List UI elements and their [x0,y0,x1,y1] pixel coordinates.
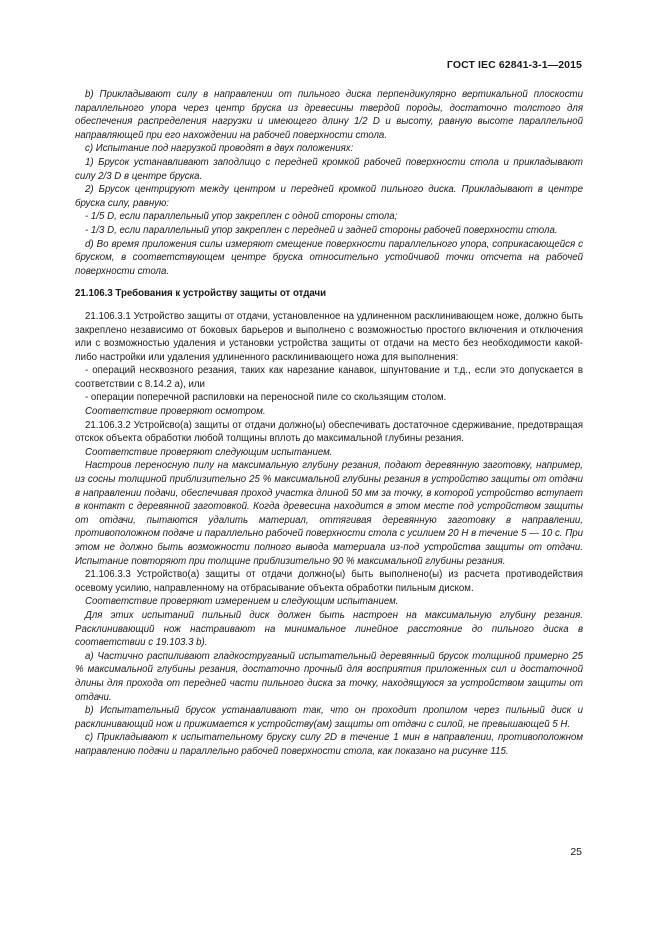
page-number: 25 [570,846,582,858]
document-body [75,88,583,759]
paragraph-s1b: - операции поперечной распиловки на переносной пиле со скользящим столом. [85,392,447,404]
paragraph-s1: 21.106.3.1 Устройство защиты от отдачи, установленное на удлиненном расклинивающем ноже, должно быть закреплено независимо от боковых барьеров и выполнено с возможностью простого включения и отключения или с возможностью удаления и установки устройства защиты от отдачи на место без необходимости какой-либо настройки или удаления удлиненного расклинивающего ножа для выполнения: [75,310,583,363]
paragraph-s1c: Соответствие проверяют осмотром. [85,406,266,418]
paragraph-b1: b) Прикладывают силу в направлении от пильного диска перпендикулярно вертикальной плоскости параллельного упора через центр бруска из древесины твердой породы, достаточно толстого для обеспечения распределения нагрузки и имеющего длину 1/2 D и высоту, равную высоте параллельной направляющей при его нахождении на рабочей поверхности стола. [75,89,583,141]
clause-21-106-2-test-steps [75,88,583,278]
paragraph-c1_2: 2) Брусок центрируют между центром и передней кромкой пильного диска. Прикладывают в центре бруска силу, равную: [75,184,583,209]
paragraph-s3: 21.106.3.3 Устройство(а) защиты от отдачи должно(ы) быть выполнено(ы) из расчета противодействия осевому усилию, направленному на отбрасывание объекта обработки пильным диском. [75,569,583,594]
paragraph-d1: d) Во время приложения силы измеряют смещение поверхности параллельного упора, соприкасающейся с бруском, в соответствующем центре бруска относительно устойчивой точки отсчета на рабочей поверхности стола. [75,238,583,277]
paragraph-s3b: Для этих испытаний пильный диск должен быть настроен на максимальную глубину резания. Расклинивающий нож настраивают на минимальное линейное расстояние до пильного диска в соответствии с 19.103.3 b). [75,609,583,649]
paragraph-s3d: b) Испытательный брусок устанавливают так, что он проходит пропилом через пильный диск и расклинивающий нож и прижимается к устройству(ам) защиты от отдачи с силой, не превышающей 5 Н. [75,705,583,730]
paragraph-c1: c) Испытание под нагрузкой проводят в двух положениях: [85,143,354,155]
paragraph-s3c: a) Частично распиливают гладкоструганый испытательный деревянный брусок толщиной примерно 25 % максимальной глубины резания, достаточно прочный для восприятия приложенных сил и достаточной длины для прохода от передней части пильного диска за точку, находящуюся за устройством защиты от отдачи. [75,650,583,703]
paragraph-c1_1: 1) Брусок устанавливают заподлицо с передней кромкой рабочей поверхности стола и прикладывают силу 2/3 D в центре бруска. [75,156,583,182]
clause-21-106-3-body [75,310,583,759]
paragraph-c1_2a: - 1/5 D, если параллельный упор закреплен с одной стороны стола; [85,211,398,223]
paragraph-s1a: - операций несквозного резания, таких как нарезание канавок, шпунтование и т.д., если это допускается в соответствии с 8.14.2 а), или [75,365,583,390]
document-header: ГОСТ IEC 62841-3-1—2015 [446,59,582,71]
paragraph-s3a: Соответствие проверяют измерением и следующим испытанием. [85,596,399,608]
paragraph-s3e: c) Прикладывают к испытательному бруску силу 2D в течение 1 мин в направлении, противоположном направлению подачи и параллельно рабочей поверхности стола, как показано на рисунке 115. [75,732,583,757]
paragraph-s2a: Соответствие проверяют следующим испытанием. [85,446,333,458]
paragraph-c1_2b: - 1/3 D, если параллельный упор закреплен с передней и задней стороны рабочей поверхности стола. [85,224,558,236]
section-heading-21-106-3: 21.106.3 Требования к устройству защиты от отдачи [75,288,327,300]
paragraph-s2: 21.106.3.2 Устройсво(а) защиты от отдачи должно(ы) обеспечивать достаточное сдерживание, предотвращая отскок объекта обработки любой толщины вплоть до максимальной глубины резания. [75,419,583,445]
paragraph-s2b: Настроив переносную пилу на максимальную глубину резания, подают деревянную заготовку, например, из сосны толщиной приблизительно 25 % максимальной глубины резания в устройство защиты от отдачи в направлении подачи, обеспечивая проход участка длиной 50 мм за точку, в которой устройство вступает в контакт с деревянной заготовкой. Когда древесина находится в этом месте под устройством защиты от отдачи, пытаются удалить материал, оттягивая деревянную заготовку в направлении, противоположном подаче и параллельно рабочей поверхности стола с усилием 20 Н в течение 5 — 10 с. При этом не должно быть возможности полного вывода материала из-под устройства защиты от отдачи. Испытание повторяют при толщине приблизительно 90 % максимальной глубины резания. [75,460,583,567]
